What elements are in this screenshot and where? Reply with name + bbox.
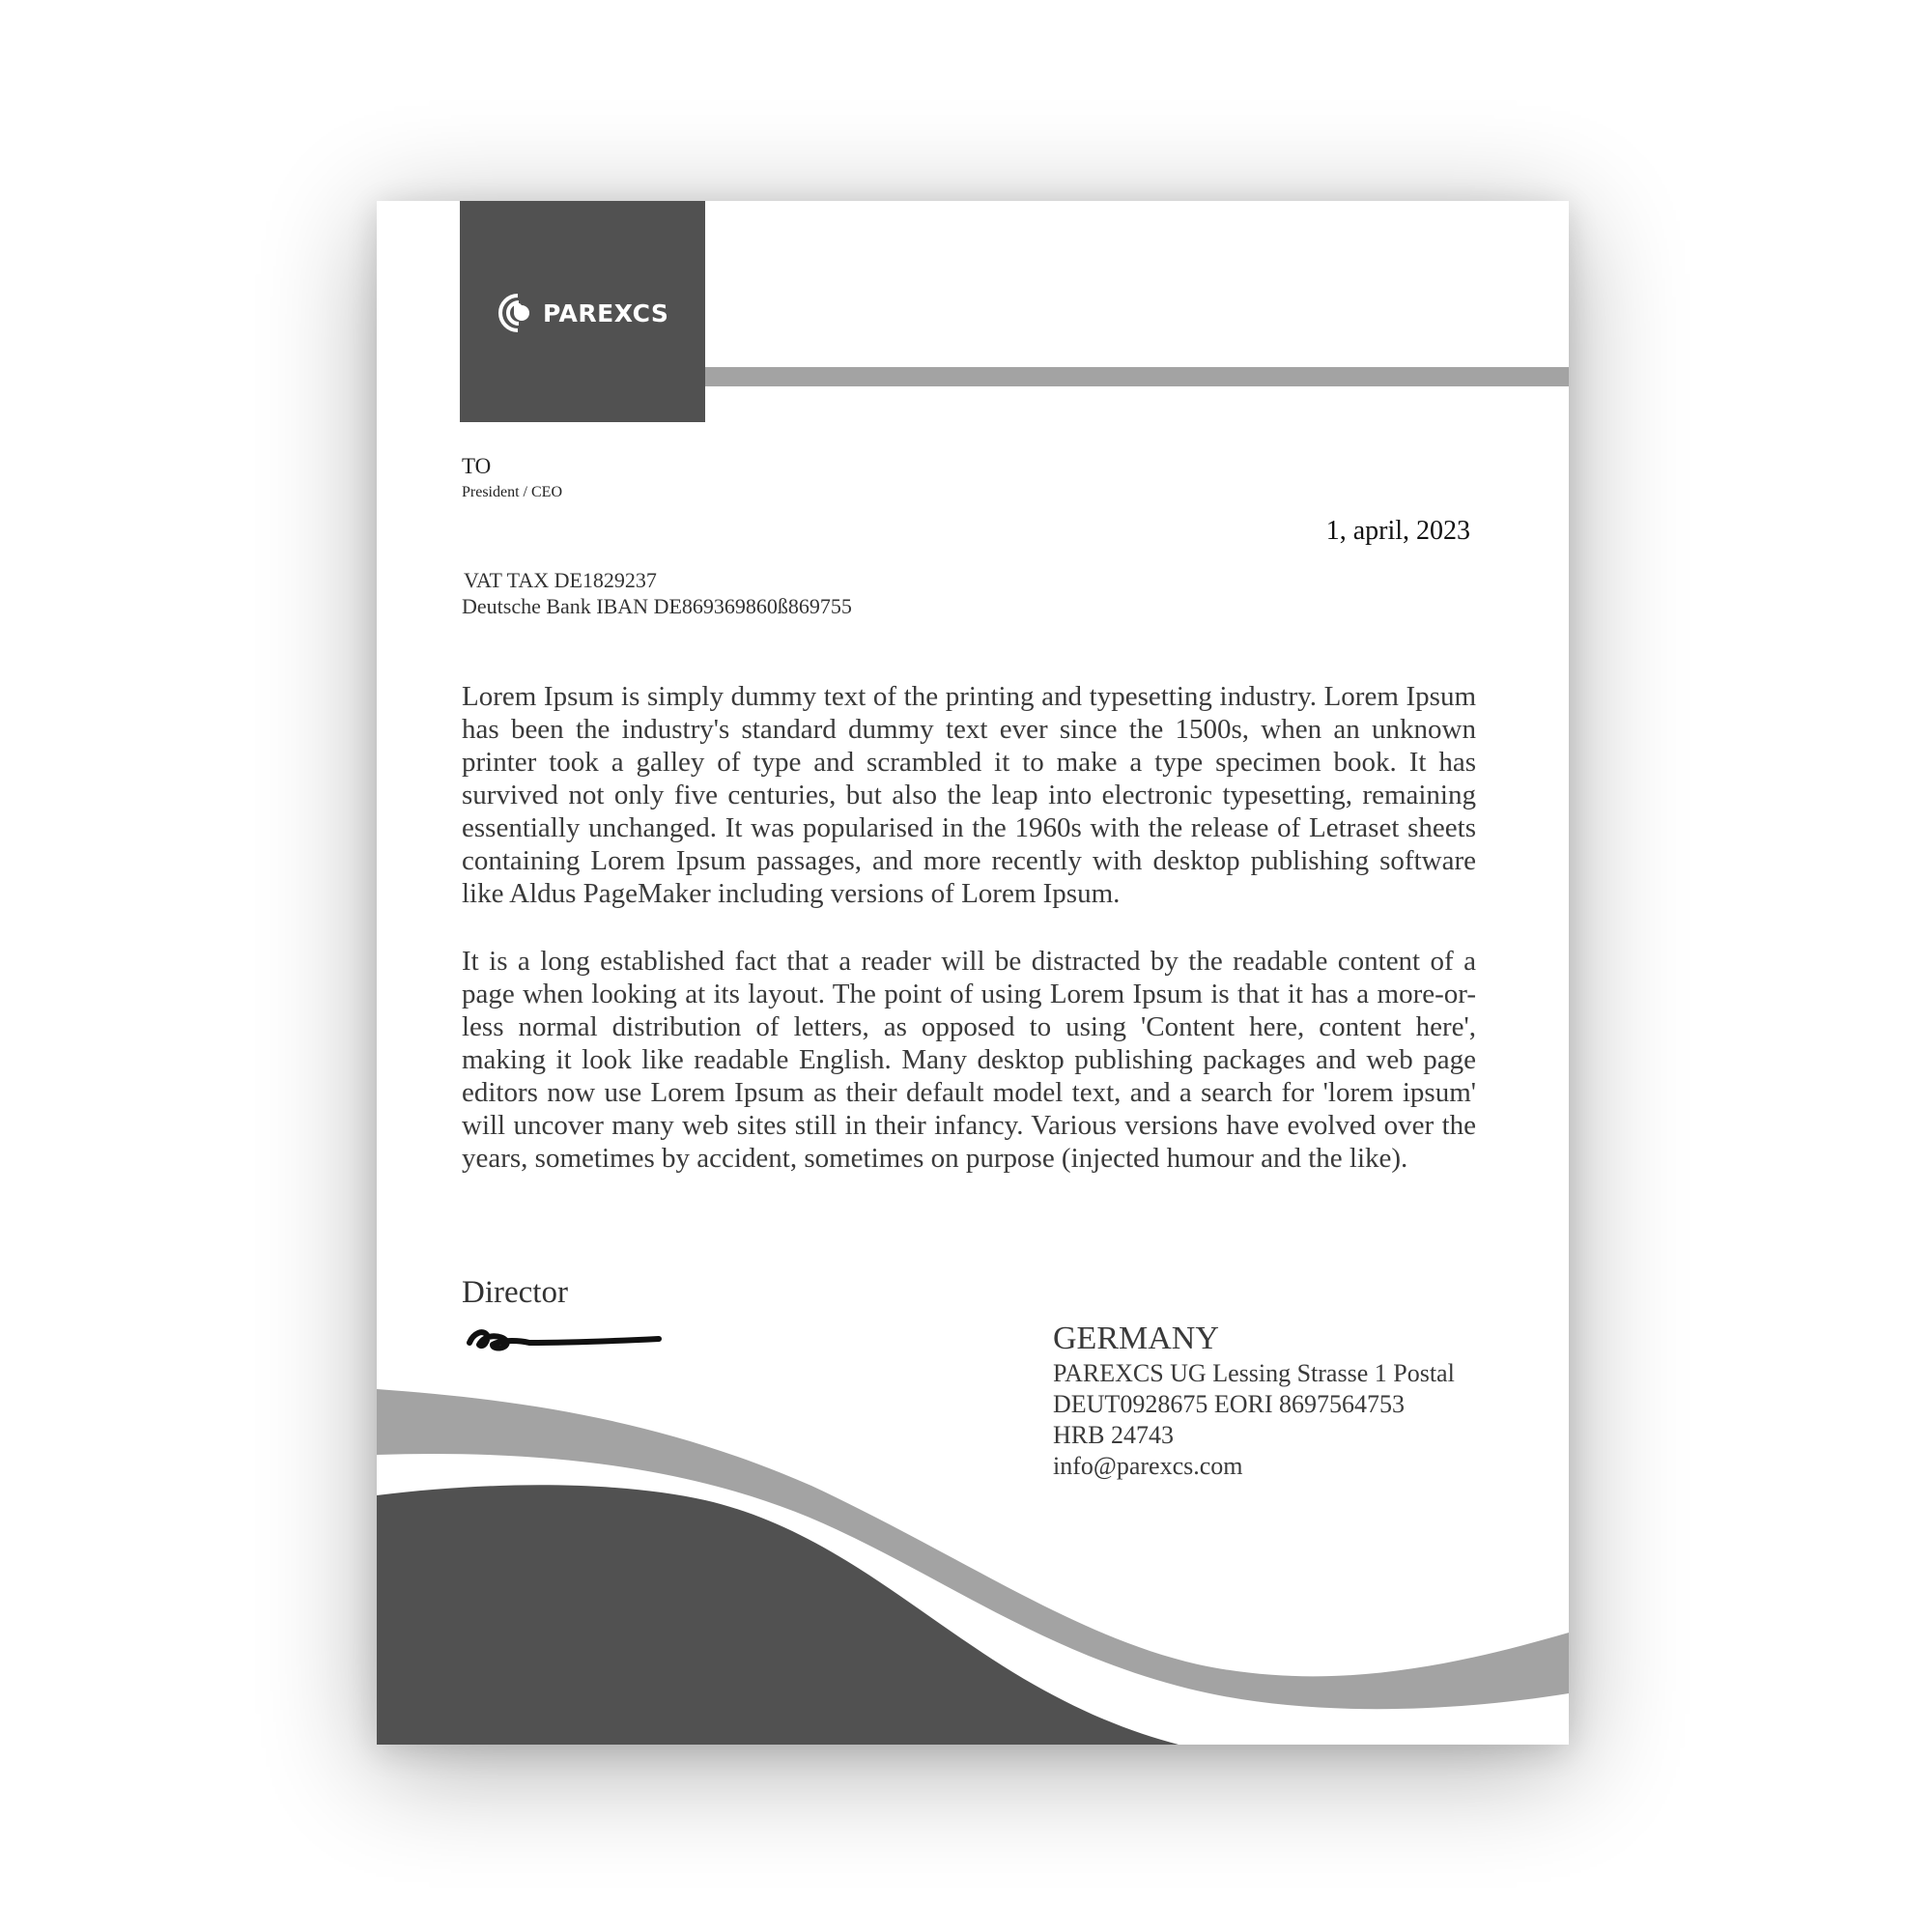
address-email: info@parexcs.com (1053, 1452, 1243, 1480)
logo-block (460, 201, 705, 422)
body-paragraph-2: It is a long established fact that a reader will be distracted by the readable content of a page when looking at its layout. The point of using Lorem Ipsum is that it has a more-or-less normal distribution of letters, as opposed to using 'Content here, content here', making it look like readable English. Many desktop publishing packages and web page editors now use Lorem Ipsum as their default model text, and a search for 'lorem ipsum' will uncover many web sites still in their infancy. Various versions have evolved over the years, sometimes by accident, sometimes on purpose (injected humour and the like). (462, 946, 1476, 1174)
address-country: GERMANY (1053, 1321, 1219, 1356)
body-paragraph-1: Lorem Ipsum is simply dummy text of the printing and typesetting industry. Lorem Ipsum has been the industry's standard dummy text ever since the 1500s, when an unknown printer took a galley of type and scrambled it to make a type specimen book. It has survived not only five centuries, but also the leap into electronic typesetting, remaining essentially unchanged. It was popularised in the 1960s with the release of Letraset sheets containing Lorem Ipsum passages, and more recently with desktop publishing software like Aldus PageMaker including versions of Lorem Ipsum. (462, 681, 1476, 909)
letter-date: 1, april, 2023 (1325, 516, 1470, 546)
recipient-label: TO (462, 454, 492, 478)
header-bar (705, 367, 1569, 386)
brand-logo (497, 290, 668, 336)
address-line-2: DEUT0928675 EORI 8697564753 (1053, 1390, 1405, 1418)
letterhead-page (377, 201, 1569, 1745)
address-line-1: PAREXCS UG Lessing Strasse 1 Postal (1053, 1359, 1455, 1387)
bank-details: Deutsche Bank IBAN DE869369860ß869755 (462, 594, 852, 618)
brand-name: PAREXCS (543, 298, 669, 327)
footer-waves (377, 1389, 1569, 1745)
brand-logo-icon (497, 290, 539, 336)
signature-icon (464, 1320, 667, 1363)
recipient-title: President / CEO (462, 484, 562, 500)
vat-number: VAT TAX DE1829237 (464, 568, 657, 592)
address-line-3: HRB 24743 (1053, 1421, 1174, 1449)
signoff-role: Director (462, 1275, 568, 1310)
